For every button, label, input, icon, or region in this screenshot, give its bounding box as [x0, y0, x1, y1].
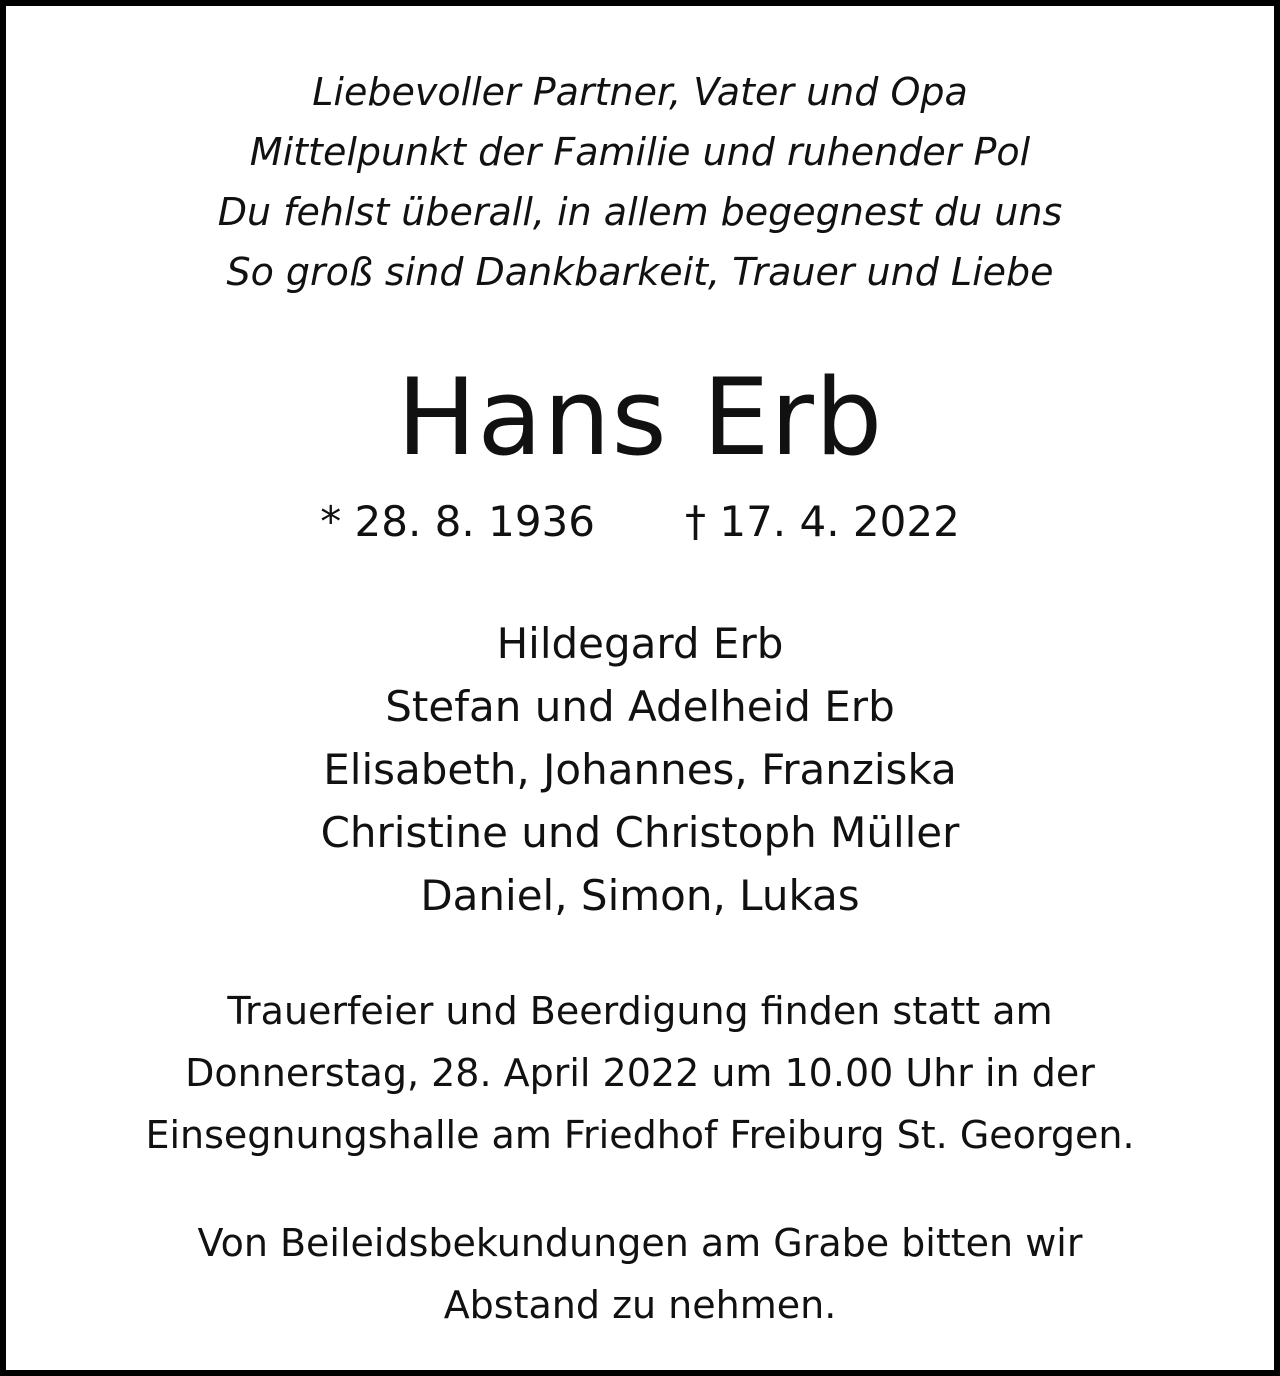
- birth-date: * 28. 8. 1936: [320, 497, 595, 546]
- mourners-list: [12, 612, 1268, 927]
- ceremony-line: Einsegnungshalle am Friedhof Freiburg St. Georgen.: [145, 1113, 1135, 1157]
- deceased-name: Hans Erb: [396, 356, 884, 479]
- ceremony-info: [12, 980, 1268, 1166]
- condolence-note: [12, 1212, 1268, 1336]
- mourner-line: Daniel, Simon, Lukas: [420, 871, 860, 920]
- poem-line: So groß sind Dankbarkeit, Trauer und Liebe: [226, 250, 1054, 294]
- note-line: Von Beileidsbekundungen am Grabe bitten wir: [197, 1221, 1083, 1265]
- mourner-line: Elisabeth, Johannes, Franziska: [323, 745, 957, 794]
- ceremony-line: Trauerfeier und Beerdigung finden statt am: [227, 989, 1053, 1033]
- mourner-line: Hildegard Erb: [496, 619, 784, 668]
- mourner-line: Stefan und Adelheid Erb: [385, 682, 895, 731]
- poem-verse: [12, 62, 1268, 302]
- poem-line: Du fehlst überall, in allem begegnest du uns: [217, 190, 1063, 234]
- poem-line: Mittelpunkt der Familie und ruhender Pol: [249, 130, 1031, 174]
- ceremony-line: Donnerstag, 28. April 2022 um 10.00 Uhr in der: [185, 1051, 1095, 1095]
- death-date: † 17. 4. 2022: [685, 497, 960, 546]
- mourner-line: Christine und Christoph Müller: [320, 808, 960, 857]
- poem-line: Liebevoller Partner, Vater und Opa: [312, 70, 968, 114]
- life-dates: [12, 494, 1268, 550]
- note-line: Abstand zu nehmen.: [443, 1283, 837, 1327]
